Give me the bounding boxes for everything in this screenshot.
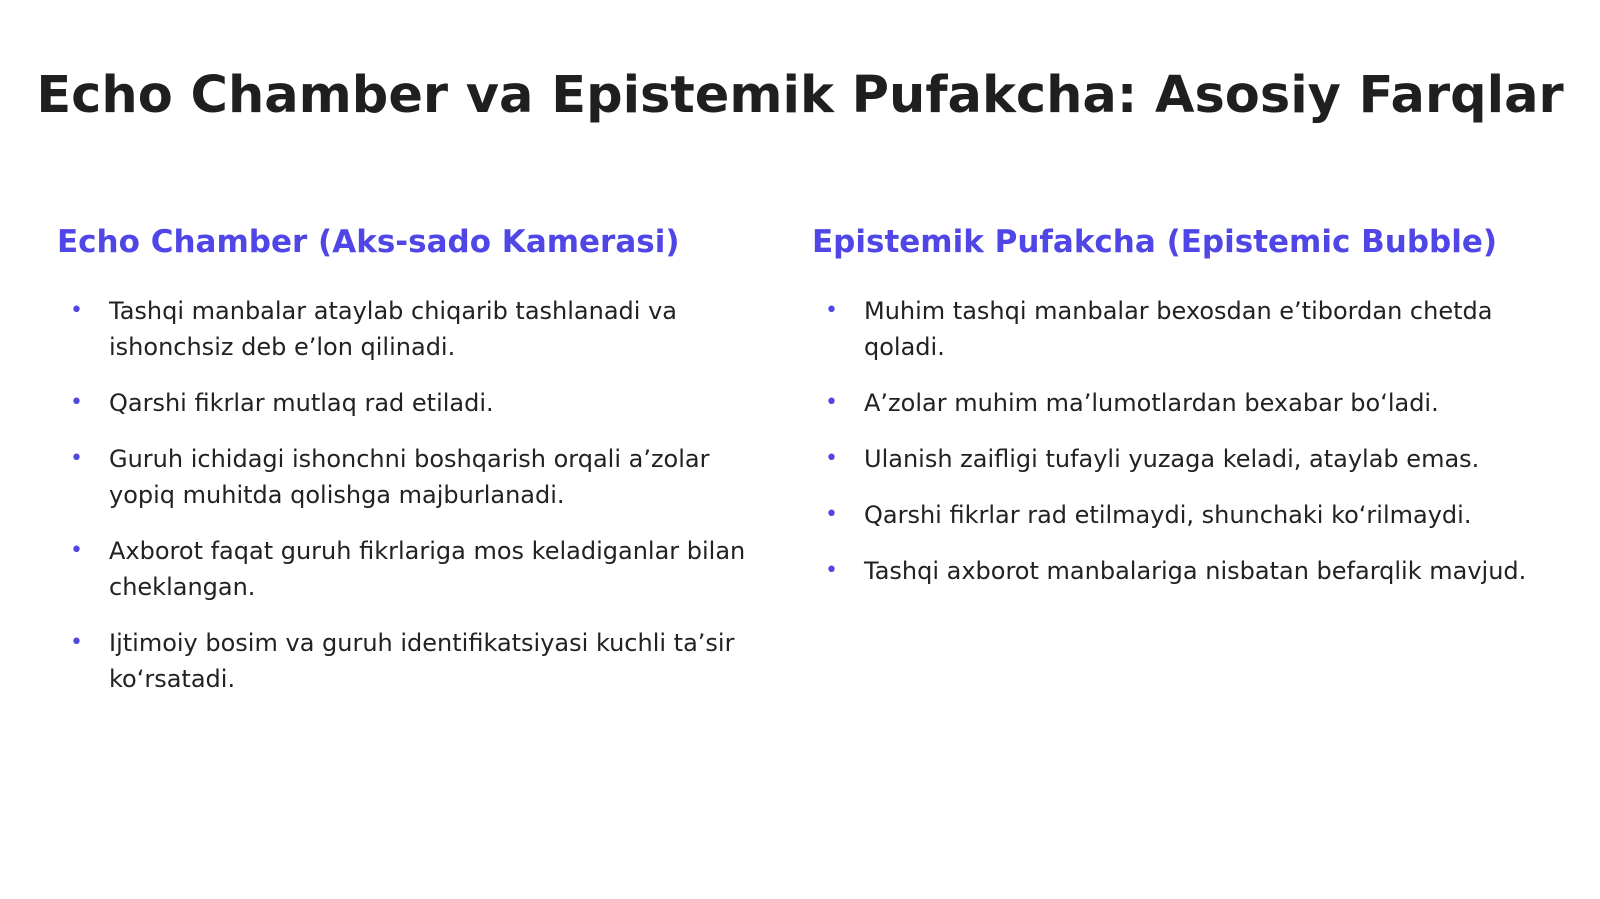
list-item [57,385,777,421]
right-column-heading: Epistemik Pufakcha (Epistemic Bubble) [812,224,1498,260]
left-column-heading: Echo Chamber (Aks-sado Kamerasi) [57,224,680,260]
list-item [57,625,777,697]
list-item [57,441,777,513]
list-item-text: Qarshi fikrlar rad etilmaydi, shunchaki ko‘rilmaydi. [864,501,1472,529]
list-item [812,497,1532,533]
bullet-icon: • [70,298,83,323]
list-item [57,533,777,605]
list-item-text: Guruh ichidagi ishonchni boshqarish orqali a’zolar yopiq muhitda qolishga majburlanadi. [109,445,710,509]
list-item-text: Ulanish zaifligi tufayli yuzaga keladi, ataylab emas. [864,445,1480,473]
list-item-text: Ijtimoiy bosim va guruh identifikatsiyasi kuchli ta’sir ko‘rsatadi. [109,629,735,693]
bullet-icon: • [70,630,83,655]
list-item [812,293,1532,365]
bullet-icon: • [70,446,83,471]
right-column [812,221,1532,609]
list-item-text: Axborot faqat guruh fikrlariga mos keladiganlar bilan cheklangan. [109,537,746,601]
bullet-icon: • [825,446,838,471]
bullet-icon: • [825,298,838,323]
list-item-text: Tashqi manbalar ataylab chiqarib tashlanadi va ishonchsiz deb e’lon qilinadi. [109,297,677,361]
bullet-icon: • [825,558,838,583]
list-item-text: A’zolar muhim ma’lumotlardan bexabar bo‘ladi. [864,389,1439,417]
list-item [57,293,777,365]
bullet-icon: • [70,390,83,415]
list-item [812,553,1532,589]
list-item-text: Muhim tashqi manbalar bexosdan e’tibordan chetda qoladi. [864,297,1493,361]
list-item-text: Qarshi fikrlar mutlaq rad etiladi. [109,389,494,417]
bullet-icon: • [70,538,83,563]
bullet-icon: • [825,502,838,527]
left-column [57,221,777,717]
slide-title: Echo Chamber va Epistemik Pufakcha: Asosiy Farqlar [36,66,1564,125]
list-item-text: Tashqi axborot manbalariga nisbatan befarqlik mavjud. [864,557,1527,585]
bullet-icon: • [825,390,838,415]
list-item [812,385,1532,421]
left-bullet-list [57,293,777,697]
right-bullet-list [812,293,1532,589]
list-item [812,441,1532,477]
